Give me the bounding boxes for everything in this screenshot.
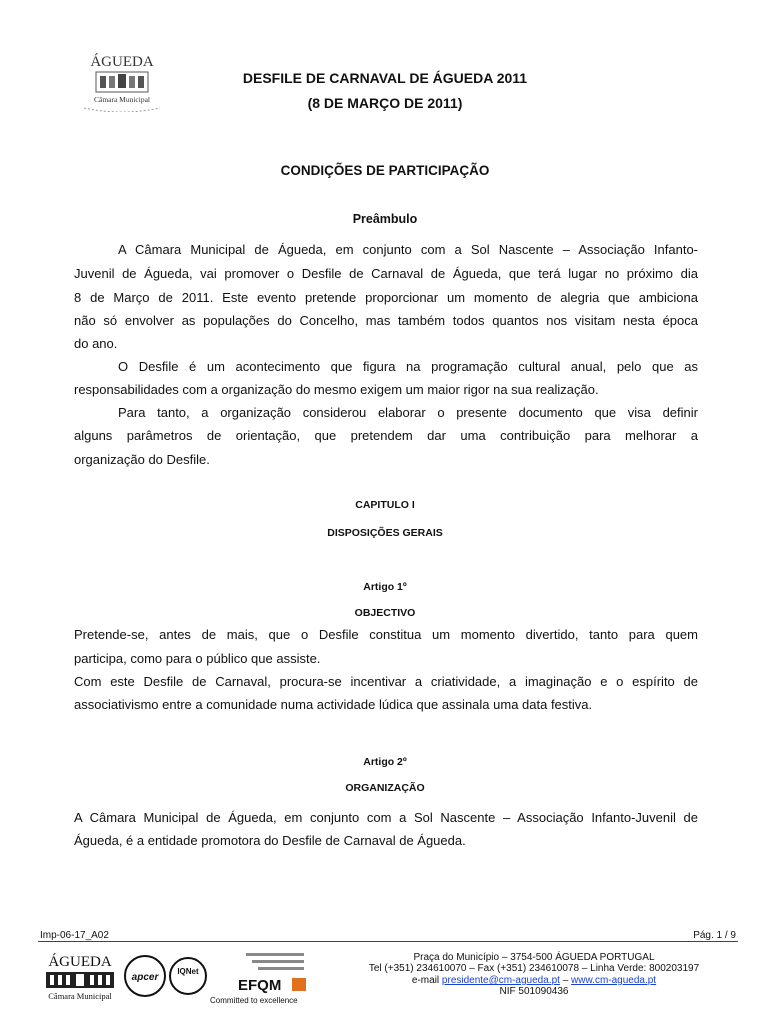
- article1-line: associativismo entre a comunidade numa actividade lúdica que assinala uma data festiva.: [74, 697, 593, 712]
- footer-nif: NIF 501090436: [499, 986, 569, 997]
- footer-logo-word: ÁGUEDA: [48, 954, 112, 970]
- contact-separator: –: [559, 975, 572, 986]
- chapter-label: CAPITULO I: [355, 499, 415, 511]
- preamble-p1-line: A Câmara Municipal de Águeda, em conjunto com a Sol Nascente – Associação Infanto-: [118, 242, 698, 257]
- efqm-tagline: Committed to excellence: [210, 996, 298, 1004]
- website-link[interactable]: www.cm-agueda.pt: [571, 975, 657, 986]
- doc-date: (8 DE MARÇO DE 2011): [307, 95, 463, 111]
- preamble-p2-line: O Desfile é um acontecimento que figura na programação cultural anual, pelo que as: [118, 359, 698, 374]
- article1-line: Com este Desfile de Carnaval, procura-se incentivar a criatividade, a imaginação e o espírito de: [74, 674, 698, 689]
- preamble-p3-line: organização do Desfile.: [74, 452, 210, 467]
- preamble-p2-line: responsabilidades com a organização do mesmo exigem um maior rigor na sua realização.: [74, 382, 599, 397]
- preamble-p1-line: 8 de Março de 2011. Este evento pretende proporcionar um momento de alegria que ambiciona: [74, 290, 698, 305]
- article2-line: Águeda, é a entidade promotora do Desfile de Carnaval de Águeda.: [74, 833, 466, 848]
- logo-sub: Câmara Municipal: [93, 95, 151, 104]
- preamble-p1-line: não só envolver as populações do Concelho, mas também todos quantos nos visitam nesta época: [74, 313, 698, 328]
- preamble-p1-line: do ano.: [74, 336, 118, 351]
- preamble-heading: Preâmbulo: [352, 212, 418, 226]
- footer-municipality-logo: [40, 950, 120, 1002]
- preamble-p3-line: alguns parâmetros de orientação, que pretendem dar uma contribuição para melhorar a: [74, 428, 698, 443]
- preamble-p3-line: Para tanto, a organização considerou elaborar o presente documento que visa definir: [118, 405, 698, 420]
- article2-title: ORGANIZAÇÃO: [345, 782, 425, 794]
- footer-logo-sub: Câmara Municipal: [48, 991, 112, 1001]
- article1-label: Artigo 1º: [363, 581, 407, 593]
- apcer-logo: [122, 953, 168, 999]
- article2-label: Artigo 2º: [363, 756, 407, 768]
- doc-title: DESFILE DE CARNAVAL DE ÁGUEDA 2011: [242, 70, 528, 86]
- apcer-text: apcer: [131, 972, 159, 983]
- article1-title: OBJECTIVO: [354, 607, 416, 619]
- chapter-title: DISPOSIÇÕES GERAIS: [327, 527, 443, 539]
- article2-line: A Câmara Municipal de Águeda, em conjunto com a Sol Nascente – Associação Infanto-Juvenil de: [74, 810, 698, 825]
- efqm-text: EFQM: [238, 977, 282, 994]
- email-prefix: e-mail: [411, 975, 442, 986]
- efqm-logo: [210, 950, 316, 1004]
- article1-line: Pretende-se, antes de mais, que o Desfile constitua um momento divertido, tanto para quem: [74, 627, 698, 642]
- footer-phones: Tel (+351) 234610070 – Fax (+351) 234610078 – Linha Verde: 800203197: [368, 963, 700, 974]
- email-link[interactable]: presidente@cm-agueda.pt: [441, 975, 560, 986]
- iqnet-text: IQNet: [177, 967, 199, 976]
- footer-divider: [38, 941, 738, 942]
- section-title: CONDIÇÕES DE PARTICIPAÇÃO: [280, 163, 490, 178]
- footer-contacts: [330, 975, 738, 986]
- footer-address: Praça do Município – 3754-500 ÁGUEDA PORTUGAL: [413, 952, 655, 963]
- logo-word: ÁGUEDA: [90, 54, 154, 70]
- doc-code: Imp-06-17_A02: [40, 930, 109, 941]
- preamble-p1-line: Juvenil de Águeda, vai promover o Desfile de Carnaval de Águeda, que terá lugar no próximo dia: [74, 266, 698, 281]
- page-number: Pág. 1 / 9: [693, 930, 736, 941]
- iqnet-logo: [168, 953, 208, 999]
- article1-line: participa, como para o público que assiste.: [74, 651, 321, 666]
